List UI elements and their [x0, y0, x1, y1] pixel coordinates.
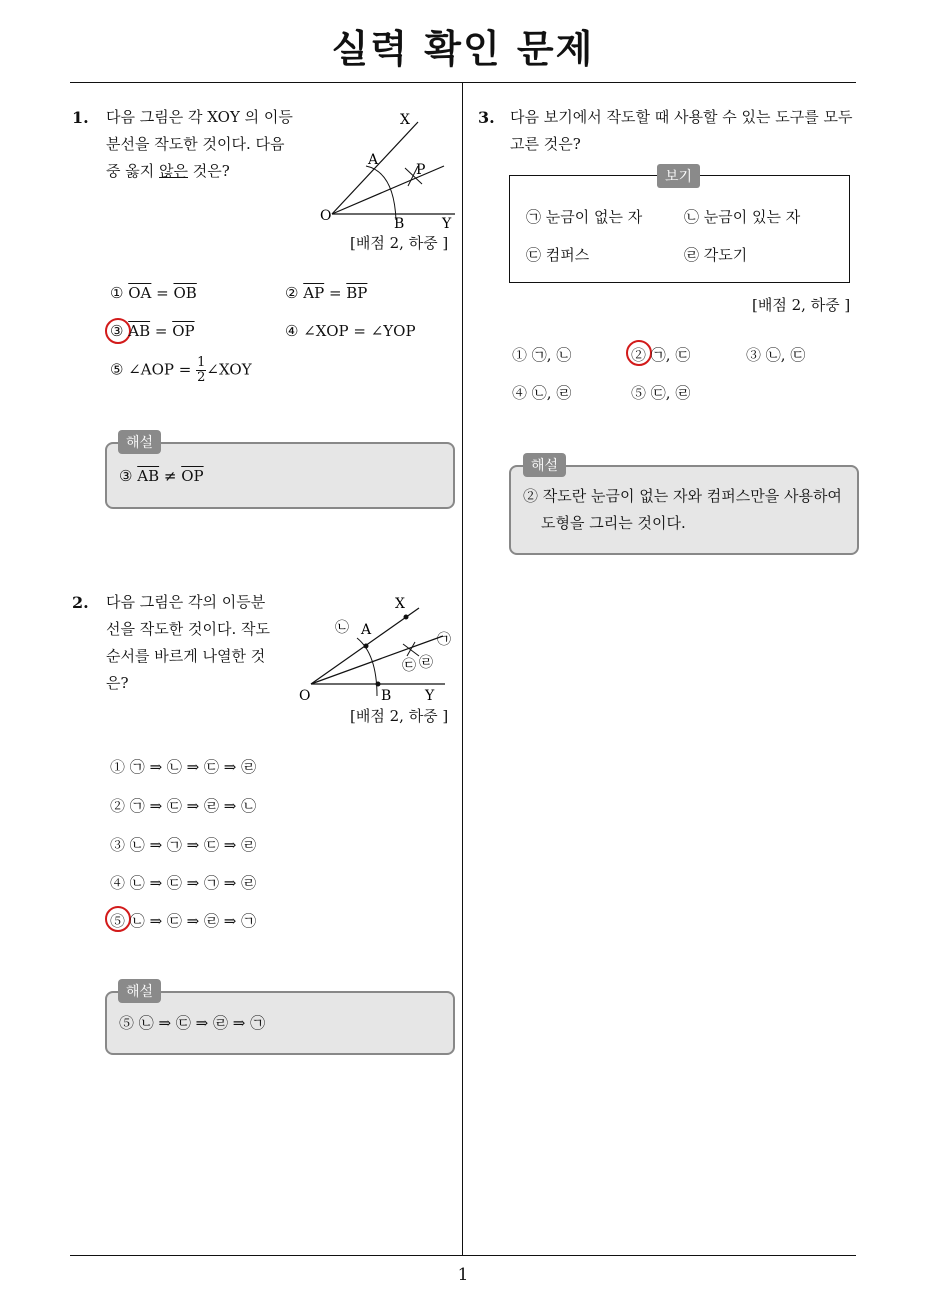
q1-text-part: 중 옳지 — [106, 162, 160, 180]
q1-text-line: 분선을 작도한 것이다. 다음 — [106, 135, 285, 153]
segment: $\overline{AP}$ — [303, 284, 325, 302]
step-label-1: ㉠ — [437, 632, 451, 648]
option-text: ㉡ ⇒ ㉠ ⇒ ㉢ ⇒ ㉣ — [129, 836, 257, 854]
option-number: ④ — [512, 384, 528, 402]
q2-option-1[interactable] — [110, 756, 256, 777]
q1-option-2[interactable] — [285, 284, 367, 302]
option-number: ④ — [110, 874, 126, 892]
option-number: ④ — [285, 322, 299, 340]
option-text: ㉡, ㉢ — [765, 346, 806, 364]
option-text: ∠XOY — [206, 360, 252, 379]
q3-bogi-tag: 보기 — [657, 164, 700, 188]
option-number: ② — [285, 284, 299, 302]
fraction-denominator: 2 — [197, 370, 206, 385]
bottom-rule — [70, 1255, 856, 1256]
operator: = — [324, 284, 347, 302]
operator: = — [150, 322, 173, 340]
q3-score: [배점 2, 하중 ] — [752, 296, 851, 314]
option-text: ㉠ ⇒ ㉢ ⇒ ㉣ ⇒ ㉡ — [129, 797, 257, 815]
option-text: ∠AOP = — [128, 360, 197, 379]
option-text: ㉠ ⇒ ㉡ ⇒ ㉢ ⇒ ㉣ — [129, 758, 257, 776]
q1-figure — [310, 108, 460, 233]
option-number: ⑤ — [110, 912, 126, 930]
q2-solution-text: ⑤ ㉡ ⇒ ㉢ ⇒ ㉣ ⇒ ㉠ — [119, 1014, 266, 1032]
q1-text — [106, 104, 293, 185]
bogi-item-4: ㉣ 각도기 — [684, 246, 748, 264]
fraction-numerator: 1 — [197, 355, 206, 370]
q1-solution-tag: 해설 — [118, 430, 161, 454]
q1-solution-text — [119, 463, 204, 490]
operator: ≠ — [159, 467, 182, 485]
q2-text — [106, 589, 270, 697]
q2-figure — [295, 592, 460, 704]
segment: $\overline{OP}$ — [172, 322, 195, 340]
q3-option-5[interactable] — [631, 382, 690, 403]
segment: $\overline{OA}$ — [128, 284, 152, 302]
label-a: A — [368, 152, 379, 168]
q2-option-3[interactable] — [110, 834, 256, 855]
q3-option-3[interactable] — [746, 344, 805, 365]
option-number: ⑤ — [110, 360, 124, 379]
point-a — [364, 644, 369, 649]
q2-text-line: 선을 작도한 것이다. 작도 — [106, 620, 270, 638]
label-o: O — [299, 688, 311, 704]
option-text: ∠XOP = ∠YOP — [303, 322, 416, 340]
ray-op — [332, 166, 444, 214]
q3-solution-line-1: ② 작도란 눈금이 없는 자와 컴퍼스만을 사용하여 — [523, 487, 842, 505]
option-number: ③ — [110, 836, 126, 854]
step-label-2: ㉡ — [335, 620, 349, 636]
q3-bogi-box — [509, 175, 850, 283]
q3-solution-tag: 해설 — [523, 453, 566, 477]
q2-option-4[interactable] — [110, 872, 256, 893]
q1-option-3[interactable] — [110, 322, 195, 340]
q2-solution-tag: 해설 — [118, 979, 161, 1003]
label-a: A — [361, 622, 372, 638]
q3-solution-line-2: 도형을 그리는 것이다. — [541, 514, 686, 532]
option-number: ③ — [110, 322, 124, 340]
fraction — [196, 356, 206, 385]
option-number: ② — [631, 346, 647, 364]
segment: $\overline{BP}$ — [346, 284, 368, 302]
label-b: B — [394, 216, 405, 232]
segment: $\overline{AB}$ — [128, 322, 151, 340]
solution-number: ③ — [119, 467, 133, 485]
bogi-item-2: ㉡ 눈금이 있는 자 — [684, 208, 801, 226]
step-label-3: ㉢ — [402, 658, 416, 674]
bogi-item-1: ㉠ 눈금이 없는 자 — [526, 208, 643, 226]
column-divider — [462, 82, 463, 1255]
q1-text-part: 것은? — [188, 162, 230, 180]
q2-score: [배점 2, 하중 ] — [350, 707, 449, 725]
option-number: ① — [110, 284, 124, 302]
label-p: P — [416, 162, 426, 178]
segment: $\overline{OB}$ — [173, 284, 197, 302]
option-number: ③ — [746, 346, 762, 364]
page-title: 실력 확인 문제 — [331, 27, 595, 71]
label-y: Y — [442, 216, 452, 232]
top-rule — [70, 82, 856, 83]
label-o: O — [320, 208, 332, 224]
option-number: ① — [512, 346, 528, 364]
q2-option-5[interactable] — [110, 910, 256, 931]
label-x: X — [400, 112, 410, 128]
q1-score: [배점 2, 하중 ] — [350, 234, 449, 252]
q2-option-2[interactable] — [110, 795, 256, 816]
q2-number: 2. — [72, 593, 89, 612]
q3-text-line: 다음 보기에서 작도할 때 사용할 수 있는 도구를 모두 — [510, 108, 853, 126]
option-text: ㉡ ⇒ ㉢ ⇒ ㉠ ⇒ ㉣ — [129, 874, 257, 892]
bogi-item-3: ㉢ 컴퍼스 — [526, 246, 590, 264]
q1-option-4[interactable] — [285, 322, 416, 340]
q3-option-4[interactable] — [512, 382, 571, 403]
point-on-ox — [404, 615, 409, 620]
segment: $\overline{OP}$ — [181, 467, 204, 485]
option-text: ㉡ ⇒ ㉢ ⇒ ㉣ ⇒ ㉠ — [129, 912, 257, 930]
option-text: ㉢, ㉣ — [650, 384, 691, 402]
q1-option-5[interactable] — [110, 356, 252, 385]
q3-number: 3. — [478, 108, 495, 127]
option-text: ㉠, ㉡ — [531, 346, 572, 364]
q3-solution-box — [509, 465, 859, 555]
label-y: Y — [425, 688, 435, 704]
label-b: B — [381, 688, 392, 704]
option-number: ① — [110, 758, 126, 776]
option-text: ㉡, ㉣ — [531, 384, 572, 402]
label-x: X — [395, 596, 405, 612]
option-number: ⑤ — [631, 384, 647, 402]
q1-underlined-word: 않은 — [159, 162, 188, 180]
q3-text — [510, 104, 852, 158]
point-b — [376, 682, 381, 687]
option-number: ② — [110, 797, 126, 815]
operator: = — [151, 284, 174, 302]
q2-text-line: 은? — [106, 674, 129, 692]
option-text: ㉠, ㉢ — [650, 346, 691, 364]
segment: $\overline{AB}$ — [137, 467, 160, 485]
q1-number: 1. — [72, 108, 89, 127]
q2-text-line: 다음 그림은 각의 이등분 — [106, 593, 266, 611]
q1-text-line: 다음 그림은 각 XOY 의 이등 — [106, 108, 293, 126]
q1-text-line — [106, 158, 293, 185]
step-label-4: ㉣ — [419, 655, 433, 671]
q2-text-line: 순서를 바르게 나열한 것 — [106, 647, 266, 665]
q3-option-2[interactable] — [631, 344, 690, 365]
q3-option-1[interactable] — [512, 344, 571, 365]
page-number: 1 — [457, 1265, 469, 1285]
q3-text-line: 고른 것은? — [510, 135, 581, 153]
q1-option-1[interactable] — [110, 284, 197, 302]
